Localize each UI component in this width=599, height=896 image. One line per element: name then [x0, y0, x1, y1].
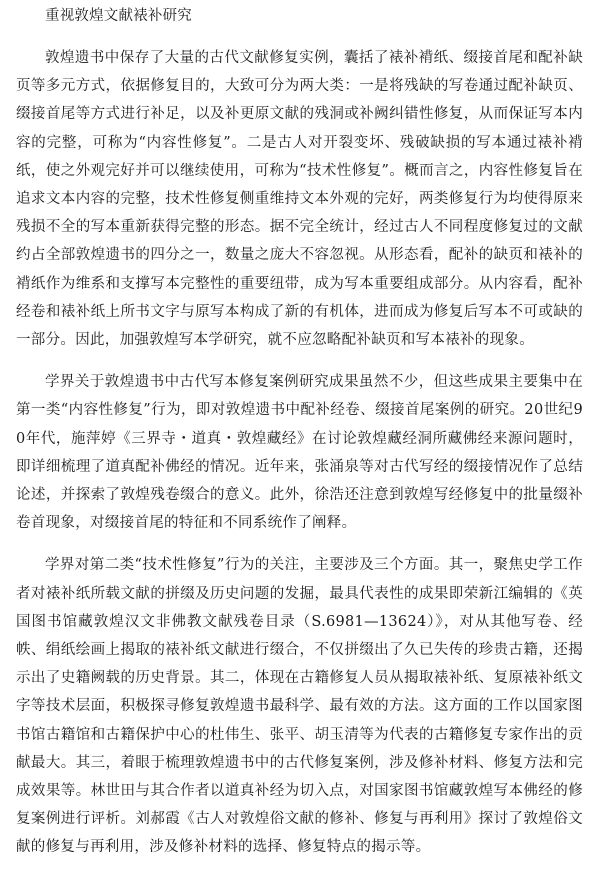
paragraph-3: 学界对第二类“技术性修复”行为的关注，主要涉及三个方面。其一，聚焦史学工作者对裱补纸所载文献的拼缀及历史问题的发掘，最具代表性的成果即荣新江编辑的《英国图书馆藏敦煌汉文非佛教文献残卷目录（S.6981—13624）》，对从其他写卷、经帙、绢纸绘画上揭取的裱补纸文献进行缀合，不仅拼缀出了久已失传的珍贵古籍，还揭示出了史籍阙载的历史背景。其二，体现在古籍修复人员从揭取裱补纸、复原裱补纸文字等技术层面，积极探寻修复敦煌遗书最科学、最有效的方法。这方面的工作以国家图书馆古籍馆和古籍保护中心的杜伟生、张平、胡玉清等为代表的古籍修复专家作出的贡献最大。其三，着眼于梳理敦煌遗书中的古代修复案例，涉及修补材料、修复方法和完成效果等。林世田与其合作者以道真补经为切入点，对国家图书馆藏敦煌写本佛经的修复案例进行评析。刘郝霞《古人对敦煌俗文献的修补、修复与再利用》探讨了敦煌俗文献的修复与再利用，涉及修补材料的选择、修复特点的揭示等。: [16, 557, 583, 856]
article-title: 重视敦煌文献裱补研究: [45, 8, 192, 24]
paragraph-1: 敦煌遗书中保存了大量的古代文献修复实例，囊括了裱补褙纸、缀接首尾和配补缺页等多元方式，依据修复目的，大致可分为两大类：一是将残缺的写卷通过配补缺页、缀接首尾等方式进行补足，以及补更原文献的残洞或补阙纠错性修复，从而保证写本内容的完整，可称为“内容性修复”。二是古人对开裂变坏、残破缺损的写本通过裱补褙纸，使之外观完好并可以继续使用，可称为“技术性修复”。概而言之，内容性修复旨在追求文本内容的完整，技术性修复侧重维持文本外观的完好，两类修复行为均使得原来残损不全的写本重新获得完整的形态。据不完全统计，经过古人不同程度修复过的文献约占全部敦煌遗书的四分之一，数量之庞大不容忽视。从形态看，配补的缺页和裱补的褙纸作为维系和支撑写本完整性的重要纽带，成为写本重要组成部分。从内容看，配补经卷和裱补纸上所书文字与原写本构成了新的有机体，进而成为修复后写本不可或缺的一部分。因此，加强敦煌写本学研究，就不应忽略配补缺页和写本裱补的现象。: [16, 50, 583, 349]
paragraph-2: 学界关于敦煌遗书中古代写本修复案例研究成果虽然不少，但这些成果主要集中在第一类“内容性修复”行为，即对敦煌遗书中配补经卷、缀接首尾案例的研究。20世纪90年代，施萍婷《三界寺・道真・敦煌藏经》在讨论敦煌藏经洞所藏佛经来源问题时，即详细梳理了道真配补佛经的情况。近年来，张涌泉等对古代写经的缀接情况作了总结论述，并探索了敦煌残卷缀合的意义。此外，徐浩还注意到敦煌写经修复中的批量缀补卷首现象，对缀接首尾的特征和不同系统作了阐释。: [16, 374, 583, 532]
